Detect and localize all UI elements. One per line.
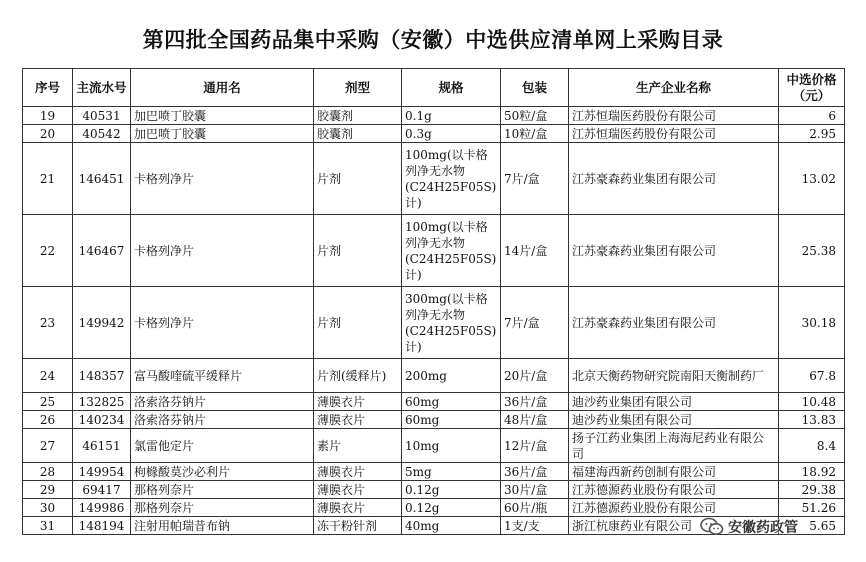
- cell-manufacturer: 迪沙药业集团有限公司: [569, 393, 779, 411]
- cell-manufacturer: 江苏豪森药业集团有限公司: [569, 143, 779, 215]
- cell-generic-name: 富马酸喹硫平缓释片: [131, 359, 314, 393]
- cell-generic-name: 卡格列净片: [131, 143, 314, 215]
- cell-generic-name: 那格列奈片: [131, 481, 314, 499]
- cell-index: 26: [23, 411, 73, 429]
- cell-price: 13.02: [779, 143, 845, 215]
- table-row: [23, 107, 845, 125]
- cell-manufacturer: 江苏德源药业股份有限公司: [569, 481, 779, 499]
- cell-index: 25: [23, 393, 73, 411]
- cell-price: 5.65: [779, 517, 845, 535]
- page-title: 第四批全国药品集中采购（安徽）中选供应清单网上采购目录: [142, 28, 724, 52]
- cell-dosage-form: 片剂: [314, 143, 402, 215]
- cell-dosage-form: 冻干粉针剂: [314, 517, 402, 535]
- cell-price: 6: [779, 107, 845, 125]
- cell-spec: 0.3g: [402, 125, 501, 143]
- cell-spec: 300mg(以卡格列净无水物(C24H25F05S)计): [402, 287, 501, 359]
- table-row: [23, 499, 845, 517]
- cell-manufacturer: 迪沙药业集团有限公司: [569, 411, 779, 429]
- cell-spec: 0.12g: [402, 499, 501, 517]
- watermark: [700, 516, 846, 538]
- cell-spec: 40mg: [402, 517, 501, 535]
- cell-spec: 100mg(以卡格列净无水物(C24H25F05S)计): [402, 143, 501, 215]
- header-generic-name: 通用名: [131, 69, 314, 107]
- cell-manufacturer: 北京天衡药物研究院南阳天衡制药厂: [569, 359, 779, 393]
- cell-price: 8.4: [779, 429, 845, 463]
- cell-index: 27: [23, 429, 73, 463]
- drug-table: [22, 68, 845, 535]
- table-header-row: [23, 69, 845, 107]
- cell-manufacturer: 江苏恒瑞医药股份有限公司: [569, 125, 779, 143]
- cell-dosage-form: 薄膜衣片: [314, 393, 402, 411]
- table-row: [23, 429, 845, 463]
- cell-package: 20片/盒: [501, 359, 569, 393]
- table-row: [23, 411, 845, 429]
- watermark-text: 安徽药政管: [728, 520, 798, 536]
- header-spec: 规格: [402, 69, 501, 107]
- cell-price: 10.48: [779, 393, 845, 411]
- cell-manufacturer: 江苏豪森药业集团有限公司: [569, 215, 779, 287]
- cell-index: 20: [23, 125, 73, 143]
- cell-price: 2.95: [779, 125, 845, 143]
- cell-index: 30: [23, 499, 73, 517]
- table-row: [23, 359, 845, 393]
- cell-price: 18.92: [779, 463, 845, 481]
- cell-manufacturer: 福建海西新药创制有限公司: [569, 463, 779, 481]
- cell-spec: 100mg(以卡格列净无水物(C24H25F05S)计): [402, 215, 501, 287]
- cell-spec: 60mg: [402, 393, 501, 411]
- cell-index: 24: [23, 359, 73, 393]
- cell-price: 29.38: [779, 481, 845, 499]
- cell-generic-name: 枸橼酸莫沙必利片: [131, 463, 314, 481]
- cell-dosage-form: 薄膜衣片: [314, 411, 402, 429]
- cell-package: 1支/支: [501, 517, 569, 535]
- cell-dosage-form: 薄膜衣片: [314, 499, 402, 517]
- cell-package: 50粒/盒: [501, 107, 569, 125]
- cell-generic-name: 卡格列净片: [131, 215, 314, 287]
- header-package: 包装: [501, 69, 569, 107]
- cell-serial: 148357: [73, 359, 131, 393]
- cell-serial: 69417: [73, 481, 131, 499]
- cell-price: 51.26: [779, 499, 845, 517]
- cell-serial: 40542: [73, 125, 131, 143]
- cell-package: 14片/盒: [501, 215, 569, 287]
- table-row: [23, 463, 845, 481]
- cell-index: 23: [23, 287, 73, 359]
- table-row: [23, 125, 845, 143]
- cell-index: 31: [23, 517, 73, 535]
- cell-index: 29: [23, 481, 73, 499]
- cell-spec: 60mg: [402, 411, 501, 429]
- wechat-icon: [700, 517, 724, 537]
- cell-package: 10粒/盒: [501, 125, 569, 143]
- cell-serial: 140234: [73, 411, 131, 429]
- cell-price: 67.8: [779, 359, 845, 393]
- cell-package: 7片/盒: [501, 143, 569, 215]
- cell-generic-name: 那格列奈片: [131, 499, 314, 517]
- cell-dosage-form: 片剂: [314, 287, 402, 359]
- cell-manufacturer: 江苏豪森药业集团有限公司: [569, 287, 779, 359]
- header-serial: 主流水号: [73, 69, 131, 107]
- cell-dosage-form: 片剂: [314, 215, 402, 287]
- cell-generic-name: 加巴喷丁胶囊: [131, 125, 314, 143]
- header-dosage-form: 剂型: [314, 69, 402, 107]
- cell-serial: 132825: [73, 393, 131, 411]
- cell-manufacturer: 江苏恒瑞医药股份有限公司: [569, 107, 779, 125]
- cell-spec: 5mg: [402, 463, 501, 481]
- cell-dosage-form: 胶囊剂: [314, 107, 402, 125]
- cell-serial: 149986: [73, 499, 131, 517]
- cell-price: 13.83: [779, 411, 845, 429]
- table-row: [23, 393, 845, 411]
- table-row: [23, 143, 845, 215]
- cell-manufacturer: 扬子江药业集团上海海尼药业有限公司: [569, 429, 779, 463]
- cell-serial: 148194: [73, 517, 131, 535]
- cell-serial: 146451: [73, 143, 131, 215]
- cell-package: 12片/盒: [501, 429, 569, 463]
- cell-package: 60片/瓶: [501, 499, 569, 517]
- cell-dosage-form: 胶囊剂: [314, 125, 402, 143]
- cell-serial: 149942: [73, 287, 131, 359]
- cell-price: 25.38: [779, 215, 845, 287]
- cell-generic-name: 洛索洛芬钠片: [131, 393, 314, 411]
- table-row: [23, 481, 845, 499]
- header-price: 中选价格（元）: [779, 69, 845, 107]
- cell-price: 30.18: [779, 287, 845, 359]
- cell-serial: 146467: [73, 215, 131, 287]
- cell-serial: 40531: [73, 107, 131, 125]
- cell-serial: 149954: [73, 463, 131, 481]
- cell-generic-name: 洛索洛芬钠片: [131, 411, 314, 429]
- cell-package: 30片/盒: [501, 481, 569, 499]
- cell-index: 22: [23, 215, 73, 287]
- cell-package: 36片/盒: [501, 393, 569, 411]
- cell-generic-name: 加巴喷丁胶囊: [131, 107, 314, 125]
- cell-dosage-form: 片剂(缓释片): [314, 359, 402, 393]
- cell-index: 21: [23, 143, 73, 215]
- table-row: [23, 287, 845, 359]
- cell-package: 36片/盒: [501, 463, 569, 481]
- header-manufacturer: 生产企业名称: [569, 69, 779, 107]
- cell-generic-name: 卡格列净片: [131, 287, 314, 359]
- cell-index: 28: [23, 463, 73, 481]
- cell-spec: 0.1g: [402, 107, 501, 125]
- cell-package: 7片/盒: [501, 287, 569, 359]
- cell-manufacturer: 浙江杭康药业有限公司: [569, 517, 779, 535]
- cell-generic-name: 注射用帕瑞昔布钠: [131, 517, 314, 535]
- cell-dosage-form: 薄膜衣片: [314, 481, 402, 499]
- cell-dosage-form: 薄膜衣片: [314, 463, 402, 481]
- cell-spec: 10mg: [402, 429, 501, 463]
- cell-index: 19: [23, 107, 73, 125]
- cell-package: 48片/盒: [501, 411, 569, 429]
- header-index: 序号: [23, 69, 73, 107]
- cell-spec: 200mg: [402, 359, 501, 393]
- table-row: [23, 215, 845, 287]
- cell-dosage-form: 素片: [314, 429, 402, 463]
- cell-generic-name: 氯雷他定片: [131, 429, 314, 463]
- cell-manufacturer: 江苏德源药业股份有限公司: [569, 499, 779, 517]
- cell-spec: 0.12g: [402, 481, 501, 499]
- cell-serial: 46151: [73, 429, 131, 463]
